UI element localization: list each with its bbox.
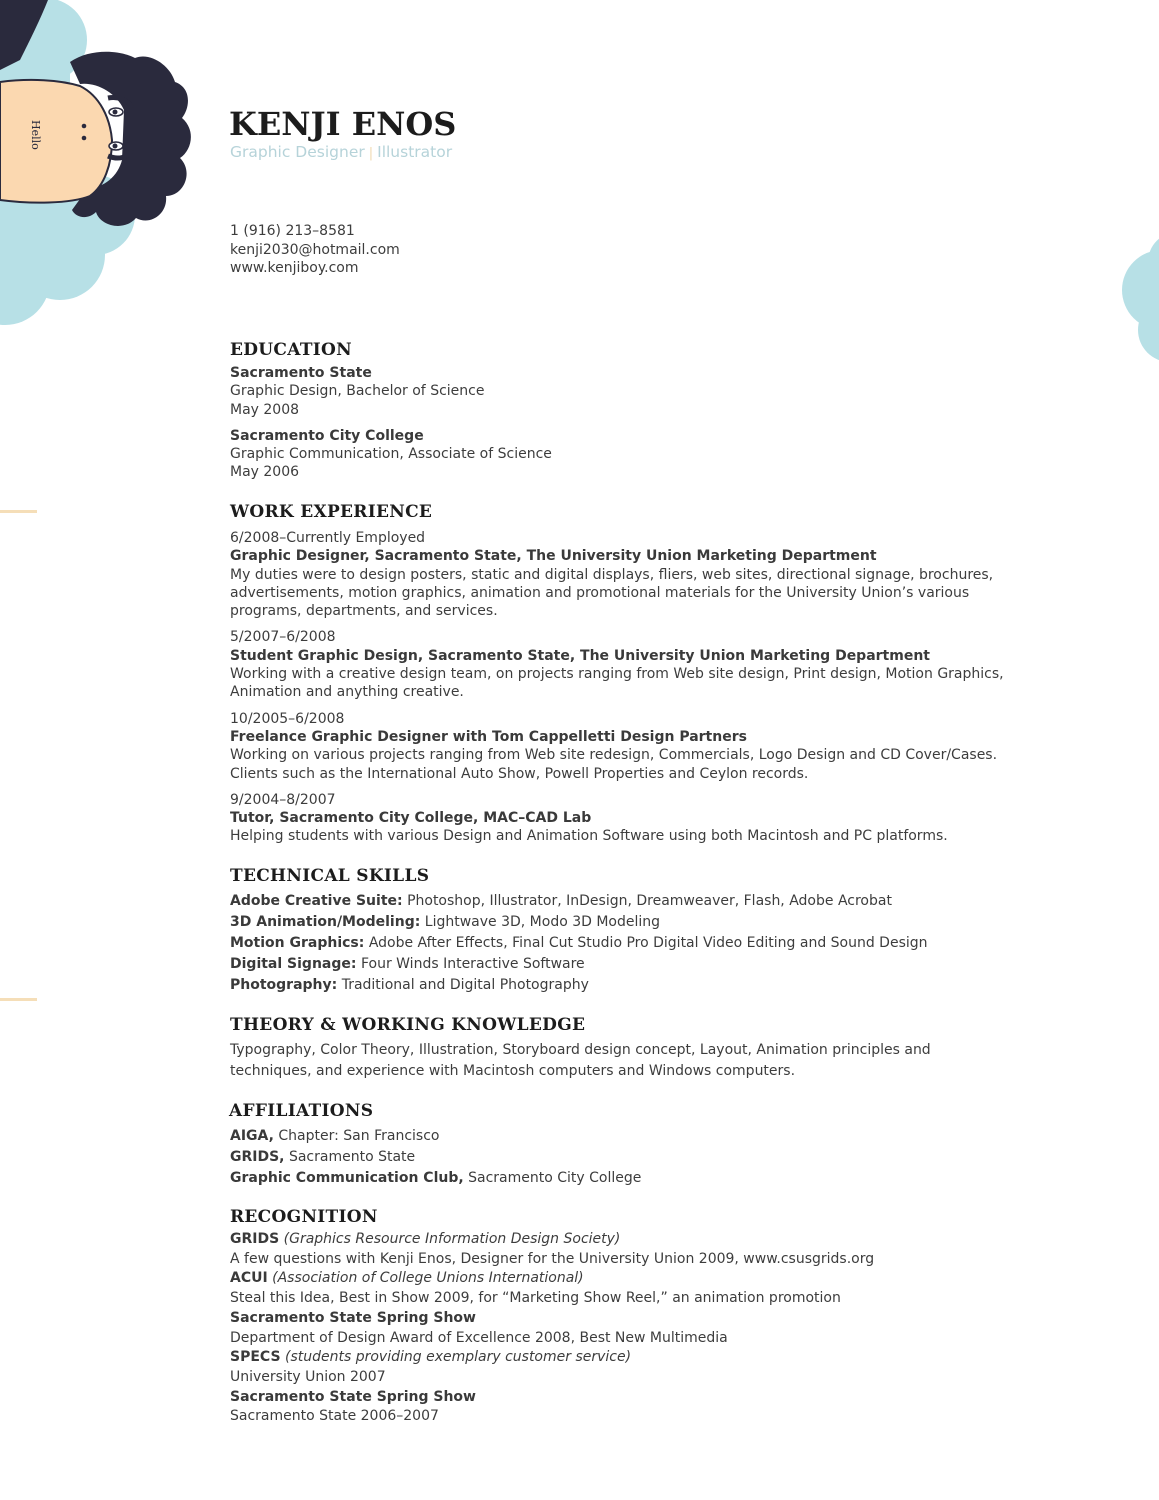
affiliation-value: Sacramento State — [288, 1149, 416, 1165]
skill-value: Traditional and Digital Photography — [341, 977, 589, 993]
subtitle-role-illustrator: Illustrator — [377, 143, 453, 161]
skill-value: Four Winds Interactive Software — [360, 956, 585, 972]
skill-value: Lightwave 3D, Modo 3D Modeling — [424, 914, 661, 930]
recognition-note: (Association of College Unions International) — [272, 1270, 584, 1287]
skill-item — [230, 954, 1030, 975]
recognition-item — [230, 1348, 1030, 1387]
work-role: Tutor, Sacramento City College, MAC–CAD Lab — [230, 810, 592, 827]
recognition-detail: A few questions with Kenji Enos, Designer for the University Union 2009, www.csusgrids.org — [230, 1250, 875, 1267]
recognition-detail: University Union 2007 — [230, 1368, 386, 1385]
skill-value: Adobe After Effects, Final Cut Studio Pro Digital Video Editing and Sound Design — [368, 935, 928, 951]
work-dates: 6/2008–Currently Employed — [230, 530, 426, 546]
skill-item — [230, 933, 1030, 954]
affiliation-label: AIGA, — [230, 1128, 274, 1144]
work-description: Working on various projects ranging from Web site redesign, Commercials, Logo Design and CD Cover/Cases. Clients such as the International Auto Show, Powell Properties and Ceylon records. — [230, 747, 998, 782]
skill-label: 3D Animation/Modeling: — [230, 914, 421, 930]
skill-item — [230, 912, 1030, 933]
work-item — [230, 628, 1020, 701]
education-school: Sacramento State — [230, 365, 372, 381]
affiliation-label: GRIDS, — [230, 1149, 285, 1165]
work-dates: 9/2004–8/2007 — [230, 791, 336, 808]
skill-item — [230, 975, 1030, 996]
cloud-right-icon — [1122, 232, 1159, 362]
education-heading: EDUCATION — [230, 340, 352, 360]
skills-list — [230, 891, 1030, 996]
recognition-org: SPECS — [230, 1349, 281, 1366]
work-item — [230, 710, 1020, 783]
work-dates: 5/2007–6/2008 — [230, 629, 336, 646]
recognition-note: (students providing exemplary customer service) — [284, 1349, 632, 1366]
affiliation-item — [230, 1126, 1030, 1147]
education-date: May 2008 — [230, 401, 300, 418]
affiliation-value: Sacramento City College — [468, 1170, 642, 1186]
recognition-detail: Steal this Idea, Best in Show 2009, for “Marketing Show Reel,” an animation promotion — [230, 1290, 841, 1307]
recognition-item — [230, 1309, 1030, 1348]
resume-name: KENJI ENOS — [229, 105, 457, 143]
theory-text: Typography, Color Theory, Illustration, Storyboard design concept, Layout, Animation principles and techniques, and experience with Macintosh computers and Windows computers. — [230, 1042, 931, 1079]
recognition-heading: RECOGNITION — [230, 1207, 378, 1227]
education-item — [230, 364, 1030, 419]
recognition-detail: Department of Design Award of Excellence 2008, Best New Multimedia — [230, 1329, 728, 1346]
work-role: Graphic Designer, Sacramento State, The University Union Marketing Department — [230, 548, 877, 565]
education-degree: Graphic Communication, Associate of Science — [230, 446, 552, 463]
theory-heading: THEORY & WORKING KNOWLEDGE — [230, 1015, 586, 1035]
affiliation-item — [230, 1147, 1030, 1168]
affiliation-label: Graphic Communication Club, — [230, 1170, 464, 1186]
education-degree: Graphic Design, Bachelor of Science — [230, 383, 485, 400]
contact-phone: 1 (916) 213–8581 — [230, 223, 355, 239]
affiliation-value: Chapter: San Francisco — [278, 1128, 440, 1144]
skill-value: Photoshop, Illustrator, InDesign, Dreamweaver, Flash, Adobe Acrobat — [407, 893, 892, 909]
recognition-org: Sacramento State Spring Show — [230, 1388, 476, 1405]
education-school: Sacramento City College — [230, 427, 424, 444]
accent-line-bottom — [0, 998, 37, 1001]
recognition-item — [230, 1230, 1030, 1269]
contact-info — [230, 222, 400, 278]
resume-subtitle — [230, 142, 452, 164]
work-item — [230, 529, 1020, 620]
affiliation-item — [230, 1168, 1030, 1189]
education-item — [230, 427, 1030, 482]
recognition-org: ACUI — [230, 1270, 268, 1287]
affiliations-heading: AFFILIATIONS — [229, 1101, 374, 1121]
work-description: My duties were to design posters, static and digital displays, fliers, web sites, directional signage, brochures, advertisements, motion graphics, animation and promotional materials for the University Union’s various programs, departments, and services. — [230, 566, 994, 620]
education-list — [230, 364, 1030, 490]
work-heading: WORK EXPERIENCE — [230, 502, 433, 522]
contact-website: www.kenjiboy.com — [230, 260, 359, 276]
work-role: Freelance Graphic Designer with Tom Cappelletti Design Partners — [230, 728, 747, 745]
recognition-note: (Graphics Resource Information Design Society) — [283, 1231, 621, 1247]
skill-label: Photography: — [230, 977, 338, 993]
work-role: Student Graphic Design, Sacramento State, The University Union Marketing Department — [230, 647, 930, 664]
recognition-org: GRIDS — [230, 1231, 280, 1247]
subtitle-separator: | — [368, 146, 374, 161]
skill-item — [230, 891, 1030, 912]
subtitle-role-designer: Graphic Designer — [230, 143, 365, 161]
skill-label: Digital Signage: — [230, 956, 357, 972]
skill-label: Adobe Creative Suite: — [230, 893, 403, 909]
recognition-list — [230, 1230, 1030, 1427]
recognition-org: Sacramento State Spring Show — [230, 1309, 476, 1326]
skill-label: Motion Graphics: — [230, 935, 365, 951]
recognition-detail: Sacramento State 2006–2007 — [230, 1408, 439, 1425]
work-description: Helping students with various Design and Animation Software using both Macintosh and PC platforms. — [230, 828, 948, 845]
recognition-item — [230, 1388, 1030, 1427]
recognition-item — [230, 1269, 1030, 1308]
affiliations-list — [230, 1126, 1030, 1189]
work-dates: 10/2005–6/2008 — [230, 710, 345, 727]
work-list — [230, 529, 1020, 854]
accent-line-top — [0, 510, 37, 513]
contact-email: kenji2030@hotmail.com — [230, 241, 400, 258]
work-item — [230, 791, 1020, 846]
skills-heading: TECHNICAL SKILLS — [230, 866, 430, 886]
education-date: May 2006 — [230, 464, 300, 481]
avatar-speech-text: Hello — [29, 120, 42, 150]
work-description: Working with a creative design team, on projects ranging from Web site design, Print design, Motion Graphics, Animation and anything creative. — [230, 666, 1004, 701]
